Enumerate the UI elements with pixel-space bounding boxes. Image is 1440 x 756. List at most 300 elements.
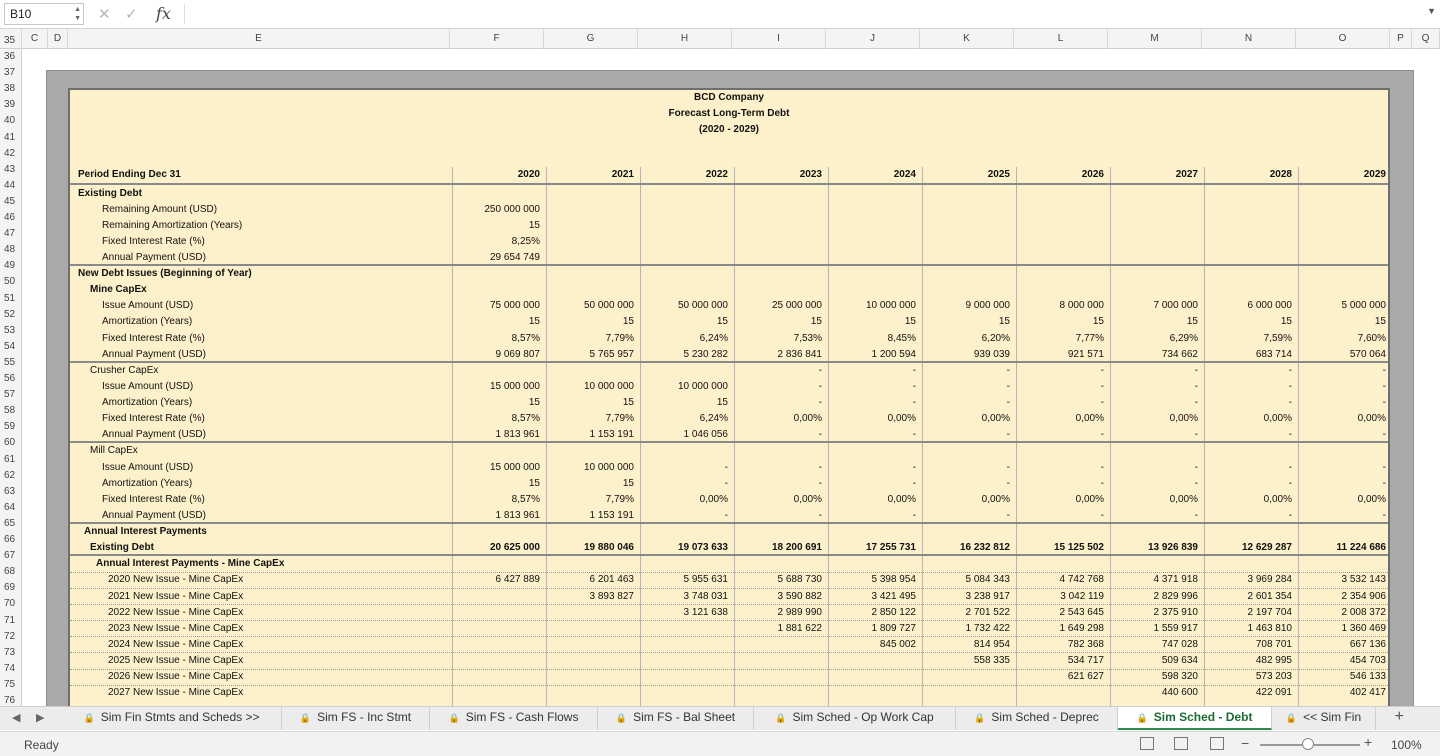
row-value: 8,57%	[511, 493, 540, 505]
row-header[interactable]: 55	[4, 356, 16, 368]
sheet-tab[interactable]	[430, 707, 598, 730]
row-value: 1 732 422	[965, 622, 1010, 634]
row-value: 422 091	[1255, 687, 1292, 699]
row-value: -	[1382, 461, 1386, 473]
row-value: 5 688 730	[777, 574, 822, 586]
zoom-out-icon[interactable]: −	[1241, 735, 1250, 751]
row-value: -	[1288, 364, 1292, 376]
row-header[interactable]: 51	[4, 292, 16, 304]
row-value: -	[724, 461, 728, 473]
row-value: 18 200 691	[771, 542, 822, 554]
row-value: 15	[904, 316, 916, 328]
row-header[interactable]: 35	[4, 34, 16, 46]
row-value: -	[912, 429, 916, 441]
row-value: 667 136	[1349, 638, 1386, 650]
row-value: 1 881 622	[777, 622, 822, 634]
row-label: Existing Debt	[78, 187, 142, 199]
row-value: 12 629 287	[1241, 542, 1292, 554]
row-value: -	[1288, 429, 1292, 441]
sheet-tab[interactable]	[754, 707, 956, 730]
row-header[interactable]: 65	[4, 517, 16, 529]
year-header: 2027	[1175, 169, 1198, 180]
row-value: 1 649 298	[1059, 622, 1104, 634]
sheet-grid[interactable]	[22, 49, 1440, 706]
row-value: 782 368	[1067, 638, 1104, 650]
row-value: 621 627	[1067, 671, 1104, 683]
row-header[interactable]: 74	[4, 662, 16, 674]
row-header[interactable]: 73	[4, 646, 16, 658]
row-value: 5 955 631	[683, 574, 728, 586]
lock-icon: 🔒	[83, 713, 95, 723]
next-sheet-icon[interactable]: ▶	[36, 712, 45, 724]
year-header: 2029	[1363, 169, 1386, 180]
lock-icon: 🔒	[448, 713, 460, 723]
row-value: 2 829 996	[1153, 590, 1198, 602]
row-value: 3 748 031	[683, 590, 728, 602]
row-value: 29 654 749	[489, 251, 540, 263]
row-value: 0,00%	[887, 413, 916, 425]
row-value: 8,57%	[511, 413, 540, 425]
row-value: 5 398 954	[871, 574, 916, 586]
row-header[interactable]: 62	[4, 469, 16, 481]
row-value: 2 354 906	[1341, 590, 1386, 602]
year-header: 2021	[611, 169, 634, 180]
column-header[interactable]: D	[48, 29, 68, 49]
row-value: 15	[528, 477, 540, 489]
row-value: 8,25%	[511, 235, 540, 247]
row-header[interactable]: 54	[4, 340, 16, 352]
row-value: 15 000 000	[489, 461, 540, 473]
row-value: 50 000 000	[677, 300, 728, 312]
sheet-tab-label: Sim Sched - Deprec	[991, 710, 1099, 724]
row-label: Annual Payment (USD)	[102, 509, 206, 521]
row-label: Fixed Interest Rate (%)	[102, 413, 205, 425]
row-value: -	[1006, 380, 1010, 392]
row-value: 3 590 882	[777, 590, 822, 602]
column-header[interactable]: I	[732, 29, 826, 49]
row-value: 15	[810, 316, 822, 328]
row-value: 6,29%	[1169, 332, 1198, 344]
chevron-down-icon[interactable]: ▼	[1427, 6, 1436, 16]
row-value: -	[1006, 429, 1010, 441]
sheet-tab[interactable]	[1118, 707, 1272, 730]
row-label: Amortization (Years)	[102, 477, 193, 489]
row-value: -	[1194, 397, 1198, 409]
row-header[interactable]: 49	[4, 260, 16, 272]
row-header[interactable]: 66	[4, 534, 16, 545]
row-value: -	[1194, 477, 1198, 489]
row-label: New Debt Issues (Beginning of Year)	[78, 268, 252, 280]
sheet-tab[interactable]	[62, 707, 282, 730]
row-value: 250 000 000	[484, 203, 540, 215]
row-value: 0,00%	[1263, 493, 1292, 505]
row-header[interactable]: 36	[4, 51, 16, 62]
row-value: 50 000 000	[583, 300, 634, 312]
row-value: 939 039	[973, 348, 1010, 360]
row-value: 1 153 191	[589, 509, 634, 521]
row-value: 0,00%	[1263, 413, 1292, 425]
row-header[interactable]: 64	[4, 501, 16, 513]
row-value: 3 893 827	[589, 590, 634, 602]
row-value: 15	[622, 477, 634, 489]
row-value: 546 133	[1349, 671, 1386, 683]
row-value: 4 742 768	[1059, 574, 1104, 586]
row-label: Issue Amount (USD)	[102, 461, 194, 473]
row-value: 15	[1092, 316, 1104, 328]
row-label: 2027 New Issue - Mine CapEx	[108, 687, 244, 699]
year-header: 2025	[987, 169, 1010, 180]
lock-icon: 🔒	[1285, 713, 1298, 723]
row-value: 15	[622, 316, 634, 328]
row-label: Annual Payment (USD)	[102, 429, 206, 441]
section-divider	[70, 554, 1388, 556]
row-value: -	[912, 477, 916, 489]
row-value: 11 224 686	[1336, 542, 1386, 554]
row-value: 15 000 000	[489, 380, 540, 392]
function-icon[interactable]: fx	[156, 4, 171, 23]
row-label: Annual Interest Payments	[84, 526, 207, 538]
row-value: 3 238 917	[965, 590, 1010, 602]
row-value: -	[1006, 461, 1010, 473]
row-value: 5 765 957	[589, 348, 634, 360]
row-value: 0,00%	[887, 493, 916, 505]
column-header[interactable]: F	[450, 29, 544, 49]
row-value: 0,00%	[1357, 413, 1386, 425]
row-header[interactable]: 48	[4, 244, 16, 256]
section-divider	[70, 441, 1388, 443]
row-header[interactable]: 46	[4, 212, 16, 223]
row-header[interactable]: 38	[4, 83, 16, 95]
sheet-tab[interactable]	[282, 707, 430, 730]
row-label: 2023 New Issue - Mine CapEx	[108, 622, 244, 634]
column-header[interactable]: P	[1390, 29, 1412, 49]
row-header[interactable]: 42	[4, 147, 16, 159]
row-label: Annual Payment (USD)	[102, 251, 206, 263]
row-divider	[70, 620, 1388, 621]
row-value: 15	[716, 316, 728, 328]
name-box-value: B10	[10, 7, 32, 21]
row-divider	[70, 588, 1388, 589]
row-header[interactable]: 63	[4, 485, 16, 497]
column-header[interactable]: M	[1108, 29, 1202, 49]
column-header[interactable]: O	[1296, 29, 1390, 49]
row-label: 2020 New Issue - Mine CapEx	[108, 574, 244, 586]
zoom-in-icon[interactable]: +	[1364, 734, 1373, 750]
row-value: -	[1288, 509, 1292, 521]
column-header[interactable]: Q	[1412, 29, 1440, 49]
row-value: 534 717	[1067, 654, 1104, 666]
row-value: 573 203	[1255, 671, 1292, 683]
row-label: Fixed Interest Rate (%)	[102, 493, 205, 505]
row-label: Fixed Interest Rate (%)	[102, 235, 205, 247]
row-value: 7,59%	[1263, 332, 1292, 344]
lock-icon: 🔒	[299, 713, 312, 723]
row-value: 6,24%	[699, 413, 728, 425]
row-value: -	[1194, 380, 1198, 392]
row-value: 19 073 633	[677, 542, 728, 554]
row-header[interactable]: 44	[4, 179, 16, 191]
row-value: -	[1288, 380, 1292, 392]
row-label: Fixed Interest Rate (%)	[102, 332, 205, 344]
row-value: 5 000 000	[1341, 300, 1386, 312]
row-value: 6 000 000	[1247, 300, 1292, 312]
row-value: -	[818, 380, 822, 392]
row-value: 15 125 502	[1053, 542, 1104, 554]
row-value: 15	[528, 397, 540, 409]
row-value: 2 601 354	[1247, 590, 1292, 602]
column-header[interactable]: J	[826, 29, 920, 49]
row-label: Annual Payment (USD)	[102, 348, 206, 360]
row-value: -	[1100, 364, 1104, 376]
row-value: 15	[622, 397, 634, 409]
lock-icon: 🔒	[974, 713, 986, 723]
plus-icon[interactable]: +	[1394, 708, 1404, 725]
row-label: 2021 New Issue - Mine CapEx	[108, 590, 244, 602]
row-header[interactable]: 76	[4, 695, 16, 706]
row-value: 0,00%	[1169, 413, 1198, 425]
row-value: 402 417	[1349, 687, 1386, 699]
row-value: -	[818, 364, 822, 376]
row-value: 0,00%	[793, 493, 822, 505]
row-value: -	[1382, 429, 1386, 441]
row-header[interactable]: 45	[4, 195, 16, 207]
row-value: 9 000 000	[965, 300, 1010, 312]
row-value: 0,00%	[699, 493, 728, 505]
row-value: 1 463 810	[1247, 622, 1292, 634]
column-header[interactable]: G	[544, 29, 638, 49]
year-header: 2020	[517, 169, 540, 180]
row-value: 10 000 000	[583, 461, 634, 473]
row-label: Existing Debt	[90, 542, 154, 554]
row-label: 2025 New Issue - Mine CapEx	[108, 654, 244, 666]
row-value: -	[1006, 509, 1010, 521]
row-value: 440 600	[1161, 687, 1198, 699]
close-icon[interactable]: ✕	[98, 6, 111, 23]
row-header[interactable]: 68	[4, 566, 16, 578]
row-value: 5 230 282	[683, 348, 728, 360]
row-value: -	[1288, 477, 1292, 489]
row-value: 10 000 000	[677, 380, 728, 392]
row-header[interactable]: 53	[4, 324, 16, 336]
row-header[interactable]: 70	[4, 598, 16, 610]
row-value: -	[1382, 364, 1386, 376]
row-value: -	[1006, 477, 1010, 489]
row-label: Issue Amount (USD)	[102, 300, 194, 312]
row-header[interactable]: 72	[4, 630, 16, 642]
row-label: Mine CapEx	[90, 284, 147, 296]
row-value: 16 232 812	[959, 542, 1010, 554]
checkmark-icon[interactable]: ✓	[125, 6, 138, 23]
row-value: 598 320	[1161, 671, 1198, 683]
row-header[interactable]: 69	[4, 582, 16, 594]
row-divider	[70, 652, 1388, 653]
row-value: 2 989 990	[777, 606, 822, 618]
row-header[interactable]: 75	[4, 678, 16, 690]
row-value: 6 427 889	[495, 574, 540, 586]
row-divider	[70, 604, 1388, 605]
row-value: 15	[1186, 316, 1198, 328]
period-header-label: Period Ending Dec 31	[78, 169, 181, 180]
row-value: 2 375 910	[1153, 606, 1198, 618]
row-value: 17 255 731	[865, 542, 916, 554]
year-header: 2022	[705, 169, 728, 180]
row-value: 7,79%	[605, 493, 634, 505]
sheet-tab-label: Sim Sched - Debt	[1153, 710, 1253, 724]
sheet-tab-label: Sim FS - Inc Stmt	[317, 710, 412, 724]
row-value: 0,00%	[981, 493, 1010, 505]
row-value: 482 995	[1255, 654, 1292, 666]
row-header[interactable]: 61	[4, 453, 16, 465]
row-value: 1 559 917	[1153, 622, 1198, 634]
column-header[interactable]: E	[68, 29, 450, 49]
row-value: 6,20%	[981, 332, 1010, 344]
row-header[interactable]: 43	[4, 163, 16, 175]
row-value: 708 701	[1255, 638, 1292, 650]
column-header[interactable]: C	[22, 29, 48, 49]
row-header[interactable]: 59	[4, 421, 16, 433]
row-value: 921 571	[1067, 348, 1104, 360]
page-break-view-icon[interactable]	[1210, 737, 1224, 750]
row-value: 15	[528, 316, 540, 328]
row-header[interactable]: 58	[4, 405, 16, 417]
row-value: 6 201 463	[589, 574, 634, 586]
column-divider	[734, 167, 735, 730]
name-box-stepper-icon[interactable]: ▲ ▼	[74, 6, 81, 22]
row-value: 1 153 191	[589, 429, 634, 441]
row-value: -	[1382, 380, 1386, 392]
column-divider	[546, 167, 547, 730]
row-value: -	[1006, 397, 1010, 409]
row-value: -	[818, 429, 822, 441]
row-header[interactable]: 39	[4, 99, 16, 111]
row-value: 570 064	[1349, 348, 1386, 360]
row-value: 3 532 143	[1341, 574, 1386, 586]
report-title-period: (2020 - 2029)	[698, 124, 760, 135]
column-header[interactable]: H	[638, 29, 732, 49]
row-value: 558 335	[973, 654, 1010, 666]
row-value: 0,00%	[1169, 493, 1198, 505]
row-value: -	[912, 364, 916, 376]
row-header[interactable]: 71	[4, 614, 16, 626]
row-value: 2 850 122	[871, 606, 916, 618]
row-value: -	[1100, 397, 1104, 409]
column-divider	[640, 167, 641, 730]
row-value: 2 543 645	[1059, 606, 1104, 618]
row-value: 25 000 000	[771, 300, 822, 312]
column-header[interactable]: L	[1014, 29, 1108, 49]
sheet-tab[interactable]	[598, 707, 754, 730]
row-label: Remaining Amortization (Years)	[102, 219, 243, 231]
lock-icon: 🔒	[1136, 713, 1148, 723]
row-value: 747 028	[1161, 638, 1198, 650]
row-value: 8,45%	[887, 332, 916, 344]
row-value: -	[818, 477, 822, 489]
row-value: 2 836 841	[777, 348, 822, 360]
row-label: 2024 New Issue - Mine CapEx	[108, 638, 244, 650]
row-label: 2026 New Issue - Mine CapEx	[108, 671, 244, 683]
row-header[interactable]: 50	[4, 276, 16, 288]
row-value: 3 969 284	[1247, 574, 1292, 586]
row-header[interactable]: 67	[4, 550, 16, 562]
row-divider	[70, 572, 1388, 573]
row-value: -	[1194, 429, 1198, 441]
section-divider	[70, 522, 1388, 524]
section-divider	[70, 264, 1388, 266]
row-value: -	[1100, 461, 1104, 473]
row-value: 15	[528, 219, 540, 231]
column-header[interactable]: N	[1202, 29, 1296, 49]
row-value: 4 371 918	[1153, 574, 1198, 586]
page-layout-view-icon[interactable]	[1174, 737, 1188, 750]
row-value: 3 421 495	[871, 590, 916, 602]
normal-view-icon[interactable]	[1140, 737, 1154, 750]
sheet-tab-label: Sim Fin Stmts and Scheds >>	[100, 710, 260, 724]
row-value: 454 703	[1349, 654, 1386, 666]
sheet-tab[interactable]	[1272, 707, 1376, 730]
row-value: -	[1288, 397, 1292, 409]
row-value: 15	[1374, 316, 1386, 328]
row-value: -	[1382, 397, 1386, 409]
row-header[interactable]: 47	[4, 228, 16, 240]
name-box[interactable]	[4, 3, 84, 25]
lock-icon: 🔒	[615, 713, 628, 723]
zoom-slider-handle[interactable]	[1302, 738, 1314, 750]
formula-input[interactable]	[184, 4, 1430, 24]
row-value: -	[1006, 364, 1010, 376]
status-text: Ready	[24, 738, 59, 752]
row-label: Amortization (Years)	[102, 316, 193, 328]
previous-sheet-icon[interactable]: ◀	[12, 712, 21, 724]
year-header: 2028	[1269, 169, 1292, 180]
row-header[interactable]: 41	[4, 131, 16, 143]
row-value: -	[818, 509, 822, 521]
status-bar	[0, 731, 1440, 756]
row-header[interactable]: 57	[4, 389, 16, 401]
row-header[interactable]: 40	[4, 115, 16, 127]
row-label: Crusher CapEx	[90, 364, 159, 376]
row-value: 9 069 807	[495, 348, 540, 360]
row-value: -	[912, 380, 916, 392]
row-value: 2 701 522	[965, 606, 1010, 618]
sheet-tab[interactable]	[956, 707, 1118, 730]
row-value: -	[818, 397, 822, 409]
row-value: 10 000 000	[865, 300, 916, 312]
report-title-subject: Forecast Long-Term Debt	[668, 108, 790, 119]
row-value: 13 926 839	[1147, 542, 1198, 554]
row-value: 15	[716, 397, 728, 409]
row-value: -	[1194, 509, 1198, 521]
row-value: -	[912, 461, 916, 473]
sheet-tab-label: Sim FS - Bal Sheet	[633, 710, 736, 724]
row-header[interactable]: 52	[4, 308, 16, 320]
row-value: 5 084 343	[965, 574, 1010, 586]
report-title-company: BCD Company	[693, 92, 764, 103]
row-header[interactable]: 56	[4, 373, 16, 384]
row-value: -	[1288, 461, 1292, 473]
column-header[interactable]: K	[920, 29, 1014, 49]
row-value: 7,79%	[605, 413, 634, 425]
row-value: 0,00%	[1357, 493, 1386, 505]
row-value: 2 008 372	[1341, 606, 1386, 618]
row-value: -	[1194, 461, 1198, 473]
row-value: 734 662	[1161, 348, 1198, 360]
row-header[interactable]: 60	[4, 437, 16, 449]
row-value: 19 880 046	[583, 542, 634, 554]
row-header[interactable]: 37	[4, 67, 16, 79]
row-value: -	[724, 477, 728, 489]
row-value: 7,77%	[1075, 332, 1104, 344]
lock-icon: 🔒	[775, 713, 787, 723]
